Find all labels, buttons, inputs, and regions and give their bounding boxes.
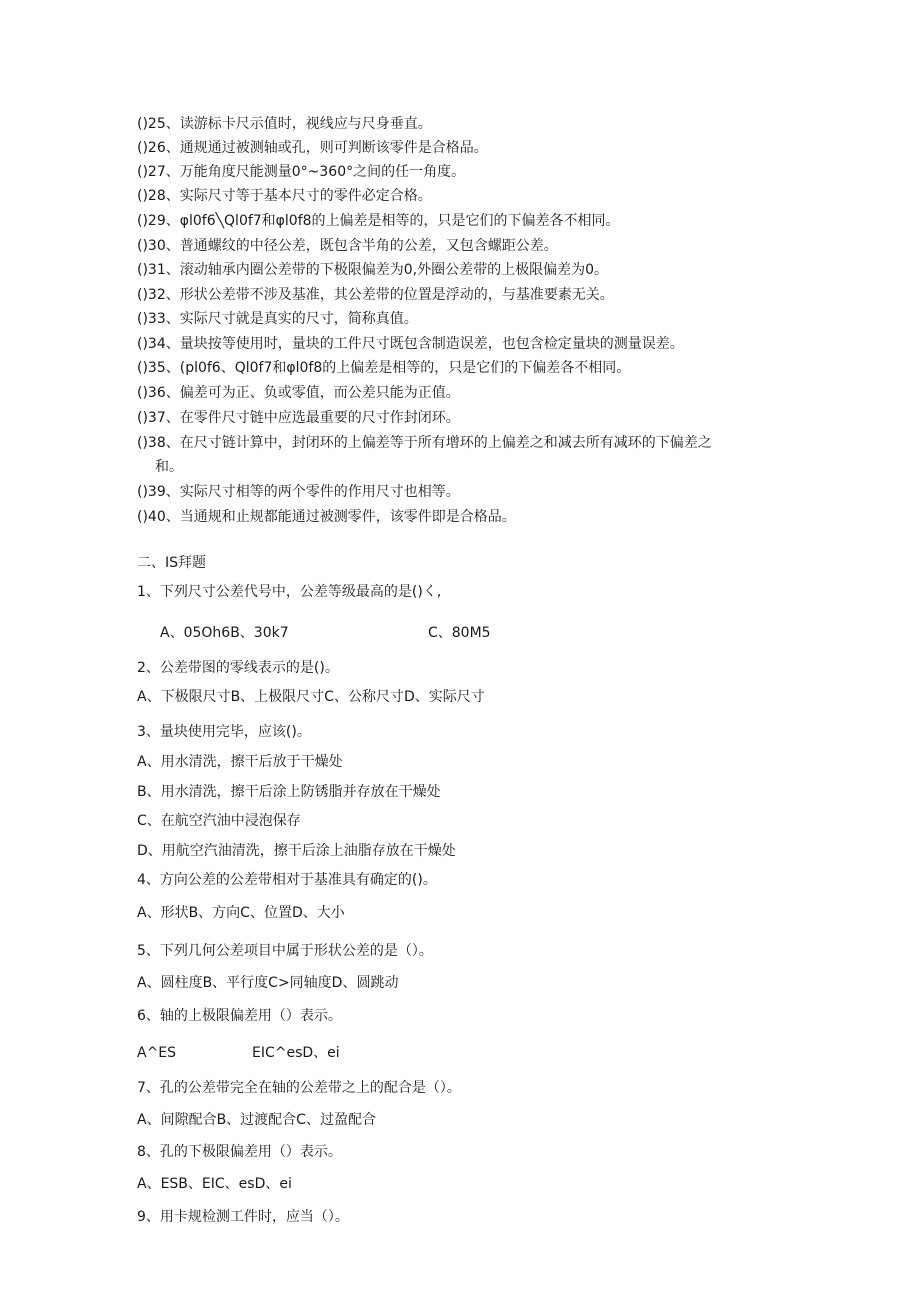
question-9: 9、用卡规检测工件时，应当（）。 — [137, 1209, 349, 1225]
question-1-option-c: C、80M5 — [428, 625, 491, 641]
question-3-option-d: D、用航空汽油清洗，擦干后涂上油脂存放在干燥处 — [137, 843, 456, 859]
tf-item-27: ()27、万能角度尺能测量0°~360°之间的任一角度。 — [137, 164, 466, 180]
tf-item-30: ()30、普通螺纹的中径公差，既包含半角的公差，又包含螺距公差。 — [137, 238, 558, 254]
question-1: 1、下列尺寸公差代号中，公差等级最高的是()く, — [137, 584, 442, 600]
question-3-option-b: B、用水清洗，擦干后涂上防锈脂并存放在干燥处 — [137, 784, 441, 800]
tf-item-31: ()31、滚动轴承内圈公差带的下极限偏差为0,外圈公差带的上极限偏差为0。 — [137, 262, 609, 278]
tf-item-34: ()34、量块按等使用时，量块的工件尺寸既包含制造误差，也包含检定量块的测量误差。 — [137, 336, 684, 352]
question-6-option-a: A^ES — [137, 1045, 177, 1061]
tf-item-33: ()33、实际尺寸就是真实的尺寸，简称真值。 — [137, 311, 418, 327]
question-5: 5、下列几何公差项目中属于形状公差的是（）。 — [137, 943, 433, 959]
tf-item-28: ()28、实际尺寸等于基本尺寸的零件必定合格。 — [137, 188, 432, 204]
question-7: 7、孔的公差带完全在轴的公差带之上的配合是（）。 — [137, 1080, 461, 1096]
question-4-options: A、形状B、方向C、位置D、大小 — [137, 905, 345, 921]
tf-item-35: ()35、(pl0f6、Ql0f7和φl0f8的上偏差是相等的，只是它们的下偏差各不相同。 — [137, 360, 631, 376]
tf-item-32: ()32、形状公差带不涉及基准，其公差带的位置是浮动的，与基准要素无关。 — [137, 287, 614, 303]
question-3: 3、量块使用完毕，应该()。 — [137, 724, 311, 740]
question-3-option-c: C、在航空汽油中浸泡保存 — [137, 813, 301, 829]
question-7-options: A、间隙配合B、过渡配合C、过盈配合 — [137, 1112, 376, 1128]
tf-item-36: ()36、偏差可为正、负或零值，而公差只能为正值。 — [137, 385, 460, 401]
question-2-options: A、下极限尺寸B、上极限尺寸C、公称尺寸D、实际尺寸 — [137, 689, 485, 705]
question-8-options: A、ESB、EIC、esD、ei — [137, 1176, 292, 1192]
tf-item-38: ()38、在尺寸链计算中，封闭环的上偏差等于所有增环的上偏差之和减去所有减环的下偏差之 — [137, 435, 712, 451]
tf-item-40: ()40、当通规和止规都能通过被测零件，该零件即是合格品。 — [137, 509, 516, 525]
tf-item-29: ()29、φl0f6╲Ql0f7和φl0f8的上偏差是相等的，只是它们的下偏差各不相同。 — [137, 213, 620, 229]
question-5-options: A、圆柱度B、平行度C>同轴度D、圆跳动 — [137, 975, 399, 991]
tf-item-38-cont: 和。 — [155, 459, 183, 475]
question-2: 2、公差带图的零线表示的是()。 — [137, 660, 339, 676]
tf-item-37: ()37、在零件尺寸链中应选最重要的尺寸作封闭环。 — [137, 410, 460, 426]
question-6-option-b: EIC^esD、ei — [252, 1045, 340, 1061]
question-8: 8、孔的下极限偏差用（）表示。 — [137, 1144, 342, 1160]
question-3-option-a: A、用水清洗，擦干后放于干燥处 — [137, 754, 343, 770]
tf-item-39: ()39、实际尺寸相等的两个零件的作用尺寸也相等。 — [137, 484, 460, 500]
section-title: 二、IS拜题 — [137, 555, 207, 571]
question-1-options-ab: A、05Oh6B、30k7 — [160, 625, 289, 641]
question-4: 4、方向公差的公差带相对于基准具有确定的()。 — [137, 872, 437, 888]
question-6: 6、轴的上极限偏差用（）表示。 — [137, 1008, 342, 1024]
tf-item-25: ()25、读游标卡尺示值时，视线应与尺身垂直。 — [137, 116, 432, 132]
tf-item-26: ()26、通规通过被测轴或孔，则可判断该零件是合格品。 — [137, 140, 488, 156]
